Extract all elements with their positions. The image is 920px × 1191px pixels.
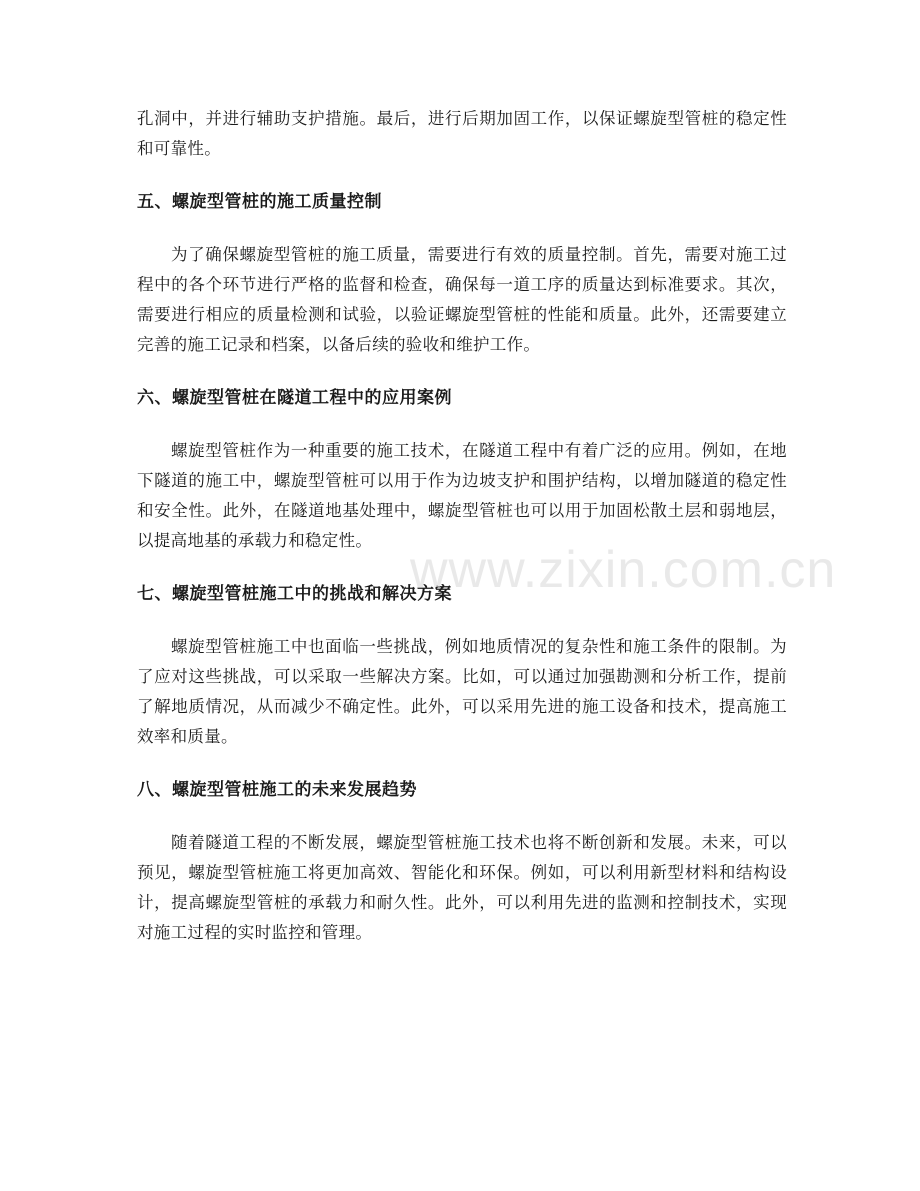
section-paragraph-5: 为了确保螺旋型管桩的施工质量，需要进行有效的质量控制。首先，需要对施工过程中的各个环节进行严格的监督和检查，确保每一道工序的质量达到标准要求。其次，需要进行相应的质量检测和试验，以验证螺旋型管桩的性能和质量。此外，还需要建立完善的施工记录和档案，以备后续的验收和维护工作。 (137, 245, 787, 354)
section-heading-6: 六、螺旋型管桩在隧道工程中的应用案例 (137, 388, 452, 408)
watermark: www.zixin.com.cn (410, 541, 837, 599)
section-heading-8: 八、螺旋型管桩施工的未来发展趋势 (137, 780, 417, 800)
section-paragraph-6: 螺旋型管桩作为一种重要的施工技术，在隧道工程中有着广泛的应用。例如，在地下隧道的施工中，螺旋型管桩可以用于作为边坡支护和围护结构，以增加隧道的稳定性和安全性。此外，在隧道地基处理中，螺旋型管桩也可以用于加固松散土层和弱地层，以提高地基的承载力和稳定性。 (137, 441, 787, 550)
document-content (137, 104, 787, 948)
section-heading-7: 七、螺旋型管桩施工中的挑战和解决方案 (137, 584, 452, 604)
section-paragraph-8: 随着隧道工程的不断发展，螺旋型管桩施工技术也将不断创新和发展。未来，可以预见，螺旋型管桩施工将更加高效、智能化和环保。例如，可以利用新型材料和结构设计，提高螺旋型管桩的承载力和耐久性。此外，可以利用先进的监测和控制技术，实现对施工过程的实时监控和管理。 (137, 833, 787, 942)
intro-paragraph: 孔洞中，并进行辅助支护措施。最后，进行后期加固工作，以保证螺旋型管桩的稳定性和可靠性。 (137, 109, 787, 158)
section-heading-5: 五、螺旋型管桩的施工质量控制 (137, 192, 382, 212)
section-paragraph-7: 螺旋型管桩施工中也面临一些挑战，例如地质情况的复杂性和施工条件的限制。为了应对这些挑战，可以采取一些解决方案。比如，可以通过加强勘测和分析工作，提前了解地质情况，从而减少不确定性。此外，可以采用先进的施工设备和技术，提高施工效率和质量。 (137, 637, 787, 746)
